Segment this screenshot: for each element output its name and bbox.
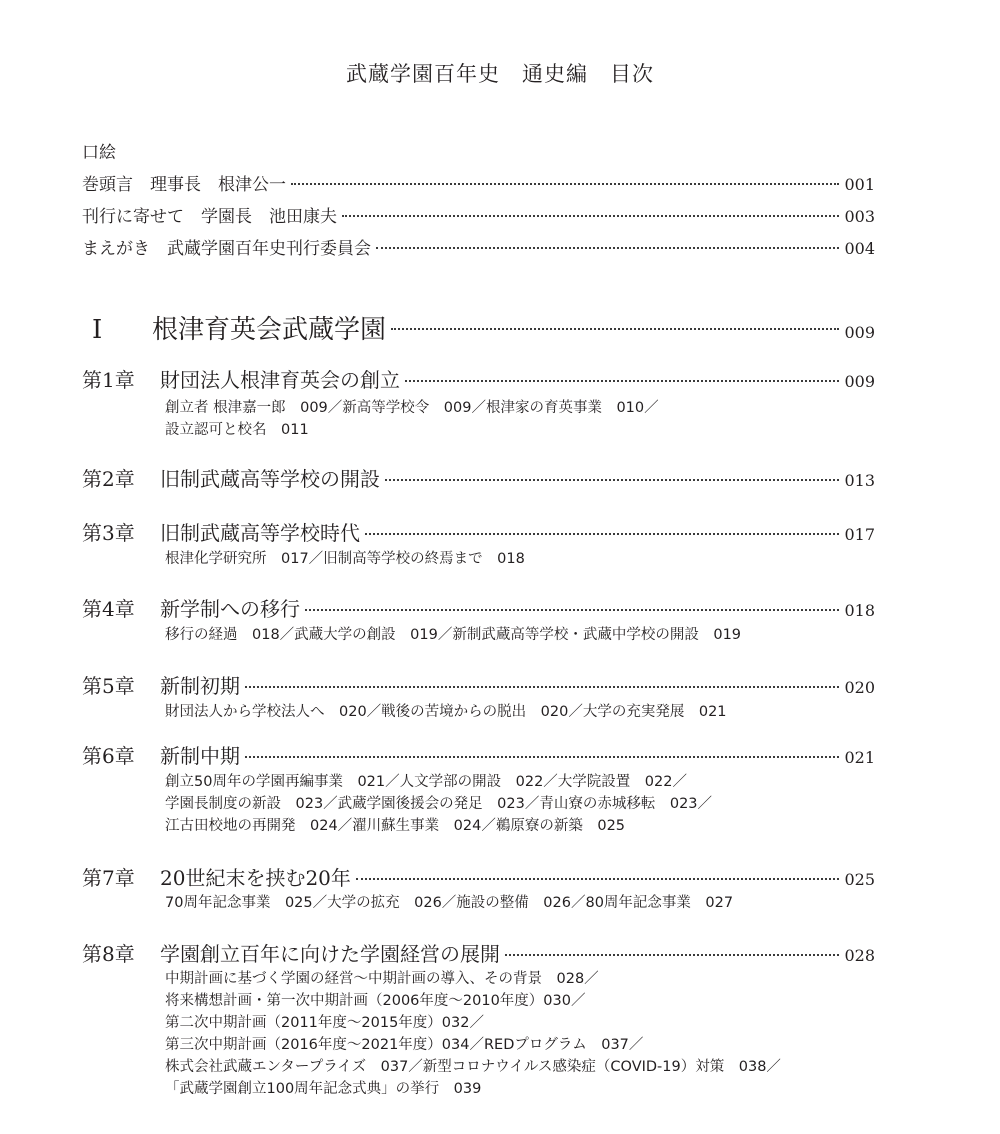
page-number: 017	[844, 525, 875, 544]
chapter-heading	[82, 670, 240, 699]
page-number: 004	[844, 239, 875, 258]
chapter-title: 新制中期	[160, 744, 240, 768]
page-number: 009	[844, 372, 875, 391]
dot-leader	[245, 686, 839, 688]
section-line: 移行の経過 018／武蔵大学の創設 019／新制武蔵高等学校・武蔵中学校の開設 019	[165, 627, 742, 643]
dot-leader	[376, 247, 839, 249]
dot-leader	[342, 215, 839, 217]
part-heading	[82, 309, 386, 346]
toc-entry-preface[interactable]	[82, 234, 875, 259]
page-number: 009	[844, 323, 875, 342]
dot-leader	[245, 756, 839, 758]
toc-chapter-6[interactable]	[82, 740, 875, 769]
chapter-sections	[165, 624, 875, 646]
section-line: 第三次中期計画（2016年度〜2021年度）034／REDプログラム 037／	[165, 1037, 644, 1053]
dot-leader	[305, 609, 839, 611]
section-line: 学園長制度の新設 023／武蔵学園後援会の発足 023／青山寮の赤城移転 023／	[165, 796, 713, 812]
dot-leader	[291, 183, 839, 185]
page-number: 018	[844, 601, 875, 620]
toc-chapter-2[interactable]	[82, 463, 875, 492]
entry-label: 刊行に寄せて 学園長 池田康夫	[82, 207, 337, 227]
section-line: 第二次中期計画（2011年度〜2015年度）032／	[165, 1015, 484, 1031]
part-title: 根津育英会武蔵学園	[152, 315, 387, 345]
chapter-sections	[165, 771, 875, 837]
chapter-sections	[165, 968, 875, 1100]
page-number: 003	[844, 207, 875, 226]
chapter-heading	[82, 938, 500, 967]
section-line: 将来構想計画・第一次中期計画（2006年度〜2010年度）030／	[165, 993, 586, 1009]
chapter-sections	[165, 548, 875, 570]
page-number: 001	[844, 175, 875, 194]
page-number: 021	[844, 748, 875, 767]
page-number: 013	[844, 471, 875, 490]
dot-leader	[391, 328, 839, 330]
section-line: 根津化学研究所 017／旧制高等学校の終焉まで 018	[165, 551, 525, 567]
section-line: 中期計画に基づく学園の経営〜中期計画の導入、その背景 028／	[165, 971, 599, 987]
chapter-number: 第2章	[82, 467, 135, 491]
chapter-number: 第6章	[82, 744, 135, 768]
chapter-title: 新制初期	[160, 674, 240, 698]
toc-chapter-8[interactable]	[82, 938, 875, 967]
toc-chapter-1[interactable]	[82, 364, 875, 393]
section-line: 江古田校地の再開発 024／濯川蘇生事業 024／鵜原寮の新築 025	[165, 818, 626, 834]
part-number: I	[92, 315, 103, 345]
chapter-title: 学園創立百年に向けた学園経営の展開	[160, 942, 500, 966]
section-line: 創立50周年の学園再編事業 021／人文学部の開設 022／大学院設置 022／	[165, 774, 687, 790]
chapter-sections	[165, 701, 875, 723]
chapter-heading	[82, 593, 300, 622]
toc-chapter-3[interactable]	[82, 517, 875, 546]
page-number: 025	[844, 870, 875, 889]
chapter-number: 第4章	[82, 597, 135, 621]
toc-entry-dedication[interactable]	[82, 202, 875, 227]
chapter-sections	[165, 892, 875, 914]
chapter-heading	[82, 463, 380, 492]
chapter-title: 新学制への移行	[160, 597, 300, 621]
toc-chapter-4[interactable]	[82, 593, 875, 622]
chapter-number: 第7章	[82, 866, 135, 890]
chapter-title: 財団法人根津育英会の創立	[160, 368, 400, 392]
chapter-heading	[82, 517, 360, 546]
toc-part-1[interactable]	[82, 309, 875, 346]
chapter-sections	[165, 397, 875, 441]
page-number: 020	[844, 678, 875, 697]
dot-leader	[356, 878, 840, 880]
section-line: 70周年記念事業 025／大学の拡充 026／施設の整備 026／80周年記念事業 027	[165, 895, 734, 911]
toc-chapter-5[interactable]	[82, 670, 875, 699]
entry-label: 巻頭言 理事長 根津公一	[82, 175, 286, 195]
chapter-number: 第5章	[82, 674, 135, 698]
chapter-number: 第3章	[82, 521, 135, 545]
section-line: 株式会社武蔵エンタープライズ 037／新型コロナウイルス感染症（COVID-19）対策 038／	[165, 1059, 781, 1075]
dot-leader	[385, 479, 839, 481]
toc-entry-foreword[interactable]	[82, 170, 875, 195]
chapter-title: 20世紀末を挟む20年	[160, 866, 351, 890]
chapter-heading	[82, 862, 351, 891]
chapter-heading	[82, 740, 240, 769]
dot-leader	[505, 954, 839, 956]
toc-chapter-7[interactable]	[82, 862, 875, 891]
chapter-title: 旧制武蔵高等学校の開設	[160, 467, 380, 491]
dot-leader	[405, 380, 839, 382]
dot-leader	[365, 533, 839, 535]
section-line: 「武蔵学園創立100周年記念式典」の挙行 039	[165, 1081, 482, 1097]
chapter-number: 第8章	[82, 942, 135, 966]
section-line: 設立認可と校名 011	[165, 422, 309, 438]
section-line: 財団法人から学校法人へ 020／戦後の苦境からの脱出 020／大学の充実発展 021	[165, 704, 727, 720]
page-title: 武蔵学園百年史 通史編 目次	[346, 62, 654, 86]
chapter-title: 旧制武蔵高等学校時代	[160, 521, 360, 545]
chapter-heading	[82, 364, 400, 393]
frontispiece-label: 口絵	[82, 143, 116, 163]
page-number: 028	[844, 946, 875, 965]
chapter-number: 第1章	[82, 368, 135, 392]
entry-label: まえがき 武蔵学園百年史刊行委員会	[82, 239, 371, 259]
section-line: 創立者 根津嘉一郎 009／新高等学校令 009／根津家の育英事業 010／	[165, 400, 659, 416]
